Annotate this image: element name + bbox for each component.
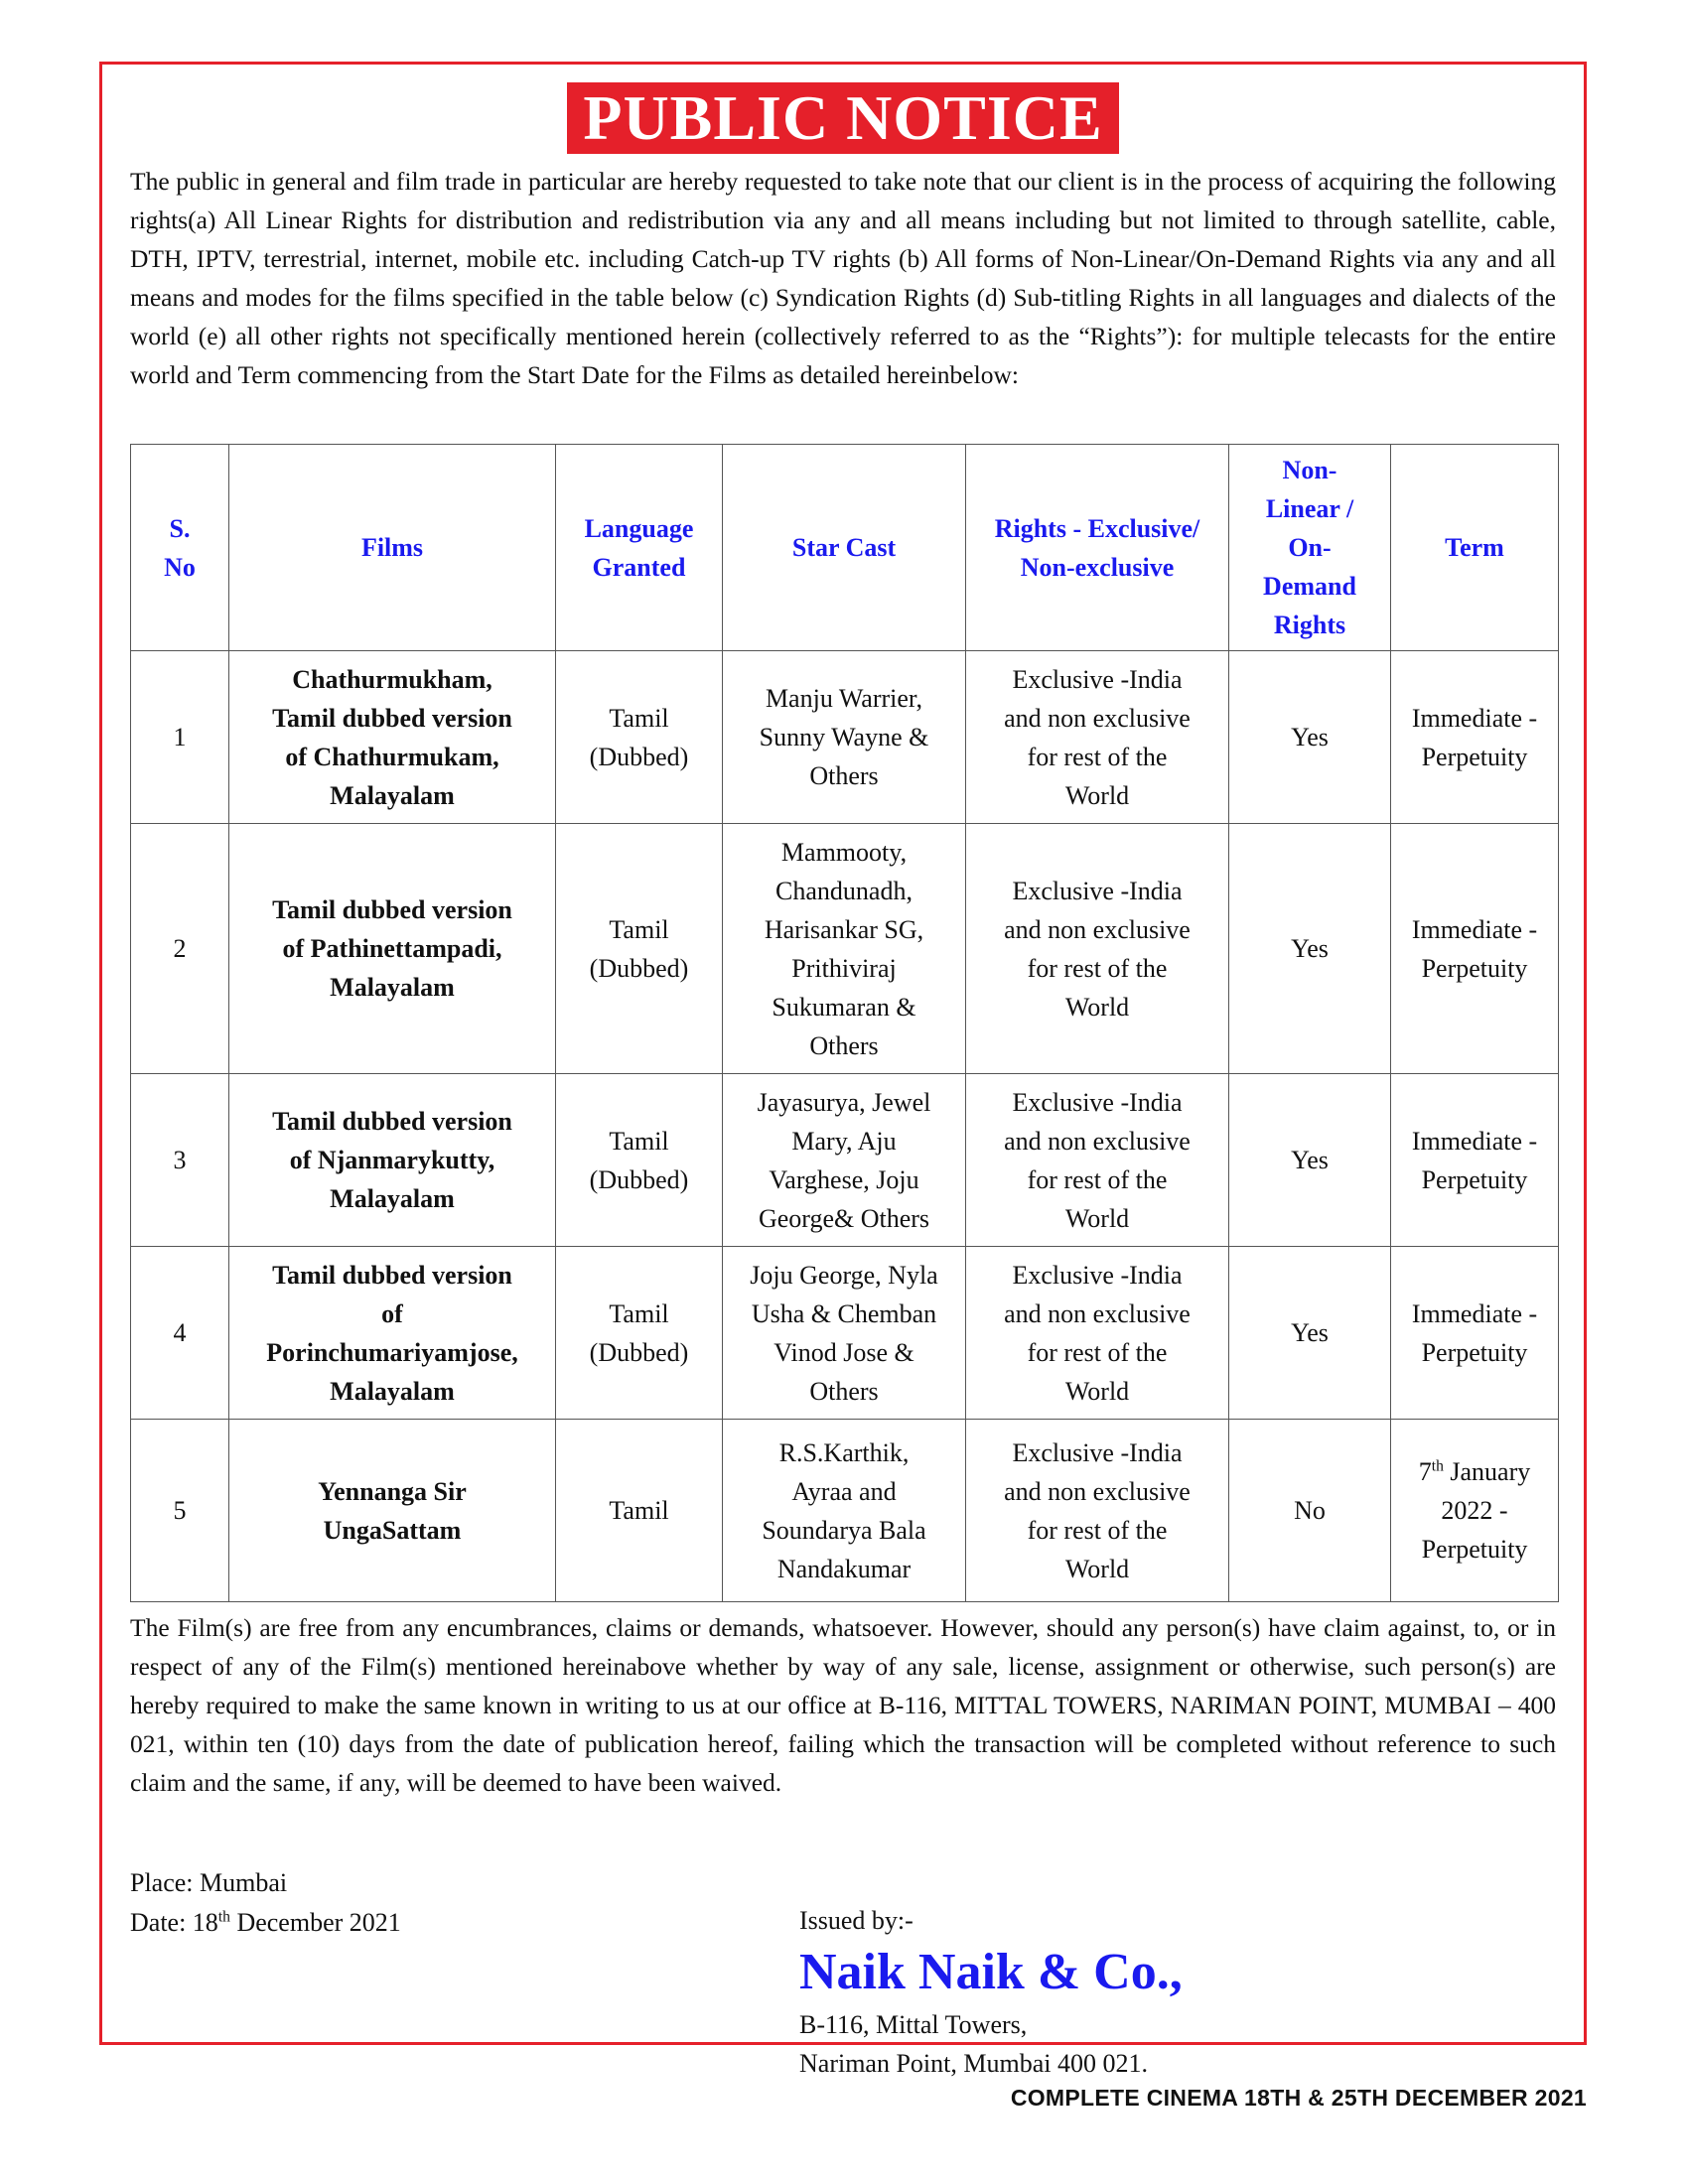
cell-nonlinear: No: [1229, 1420, 1391, 1602]
header-star-cast: Star Cast: [723, 445, 966, 651]
table-row: [131, 824, 1559, 1074]
cell-sno: 1: [131, 651, 229, 824]
table-body: [131, 651, 1559, 1602]
closing-paragraph: The Film(s) are free from any encumbrances, claims or demands, whatsoever. However, should any person(s) have claim against, to, or in respect of any of the Film(s) mentioned hereinabove whether by way of any sale, license, assignment or otherwise, such person(s) are hereby required to make the same known in writing to us at our office at B-116, MITTAL TOWERS, NARIMAN POINT, MUMBAI – 400 021, within ten (10) days from the date of publication hereof, failing which the transaction will be completed without reference to such claim and the same, if any, will be deemed to have been waived.: [130, 1613, 1556, 1797]
cell-sno: 2: [131, 824, 229, 1074]
cell-cast: R.S.Karthik, Ayraa and Soundarya Bala Nandakumar: [723, 1420, 966, 1602]
cell-film: Chathurmukham, Tamil dubbed version of Chathurmukam, Malayalam: [229, 651, 556, 824]
table-row: [131, 1247, 1559, 1420]
cell-rights: Exclusive -India and non exclusive for rest of the World: [966, 1420, 1229, 1602]
date-line: Date: 18th December 2021: [130, 1908, 401, 1937]
cell-language: Tamil (Dubbed): [556, 824, 723, 1074]
header-films: Films: [229, 445, 556, 651]
cell-rights: Exclusive -India and non exclusive for rest of the World: [966, 651, 1229, 824]
cell-language: Tamil (Dubbed): [556, 1074, 723, 1247]
table-row: [131, 1074, 1559, 1247]
cell-nonlinear: Yes: [1229, 651, 1391, 824]
table-header-row: [131, 445, 1559, 651]
cell-sno: 5: [131, 1420, 229, 1602]
cell-cast: Mammooty, Chandunadh, Harisankar SG, Prithiviraj Sukumaran & Others: [723, 824, 966, 1074]
issued-by-label: Issued by:-: [799, 1906, 914, 1935]
cell-cast: Jayasurya, Jewel Mary, Aju Varghese, Joju George& Others: [723, 1074, 966, 1247]
cell-sno: 4: [131, 1247, 229, 1420]
cell-cast: Joju George, Nyla Usha & Chemban Vinod Jose & Others: [723, 1247, 966, 1420]
header-language: Language Granted: [556, 445, 723, 651]
cell-nonlinear: Yes: [1229, 824, 1391, 1074]
cell-language: Tamil: [556, 1420, 723, 1602]
cell-cast: Manju Warrier, Sunny Wayne & Others: [723, 651, 966, 824]
cell-film: Yennanga Sir UngaSattam: [229, 1420, 556, 1602]
cell-term: Immediate - Perpetuity: [1391, 824, 1559, 1074]
header-nonlinear: Non- Linear / On- Demand Rights: [1229, 445, 1391, 651]
firm-address-line-2: Nariman Point, Mumbai 400 021.: [799, 2049, 1148, 2078]
cell-film: Tamil dubbed version of Pathinettampadi, Malayalam: [229, 824, 556, 1074]
place-date-block: [130, 1863, 401, 1943]
title-wrap: [102, 82, 1584, 154]
cell-film: Tamil dubbed version of Porinchumariyamjose, Malayalam: [229, 1247, 556, 1420]
cell-term: Immediate - Perpetuity: [1391, 1247, 1559, 1420]
notice-frame: [99, 62, 1587, 2078]
cell-nonlinear: Yes: [1229, 1074, 1391, 1247]
header-rights: Rights - Exclusive/ Non-exclusive: [966, 445, 1229, 651]
cell-film: Tamil dubbed version of Njanmarykutty, Malayalam: [229, 1074, 556, 1247]
cell-term: Immediate - Perpetuity: [1391, 651, 1559, 824]
cell-term: Immediate - Perpetuity: [1391, 1074, 1559, 1247]
rights-table: [130, 444, 1559, 1602]
cell-language: Tamil (Dubbed): [556, 651, 723, 824]
cell-nonlinear: Yes: [1229, 1247, 1391, 1420]
page-title: PUBLIC NOTICE: [567, 82, 1118, 154]
place-line: Place: Mumbai: [130, 1868, 288, 1897]
issuer-block: [799, 1901, 1183, 2083]
table-row: [131, 1420, 1559, 1602]
cell-rights: Exclusive -India and non exclusive for rest of the World: [966, 824, 1229, 1074]
table-row: [131, 651, 1559, 824]
header-sno: S. No: [131, 445, 229, 651]
cell-term: 7th January 2022 - Perpetuity: [1391, 1420, 1559, 1602]
intro-paragraph: The public in general and film trade in particular are hereby requested to take note that our client is in the process of acquiring the following rights(a) All Linear Rights for distribution and redistribution via any and all means including but not limited to through satellite, cable, DTH, IPTV, terrestrial, internet, mobile etc. including Catch-up TV rights (b) All forms of Non-Linear/On-Demand Rights via any and all means and modes for the films specified in the table below (c) Syndication Rights (d) Sub-titling Rights in all languages and dialects of the world (e) all other rights not specifically mentioned herein (collectively referred to as the “Rights”): for multiple telecasts for the entire world and Term commencing from the Start Date for the Films as detailed hereinbelow:: [130, 167, 1556, 389]
firm-name: Naik Naik & Co.,: [799, 1944, 1183, 2000]
cell-language: Tamil (Dubbed): [556, 1247, 723, 1420]
header-term: Term: [1391, 445, 1559, 651]
cell-rights: Exclusive -India and non exclusive for rest of the World: [966, 1247, 1229, 1420]
cell-rights: Exclusive -India and non exclusive for rest of the World: [966, 1074, 1229, 1247]
firm-address-line-1: B-116, Mittal Towers,: [799, 2010, 1028, 2039]
cell-sno: 3: [131, 1074, 229, 1247]
publication-footer: COMPLETE CINEMA 18TH & 25TH DECEMBER 2021: [1010, 2085, 1587, 2111]
